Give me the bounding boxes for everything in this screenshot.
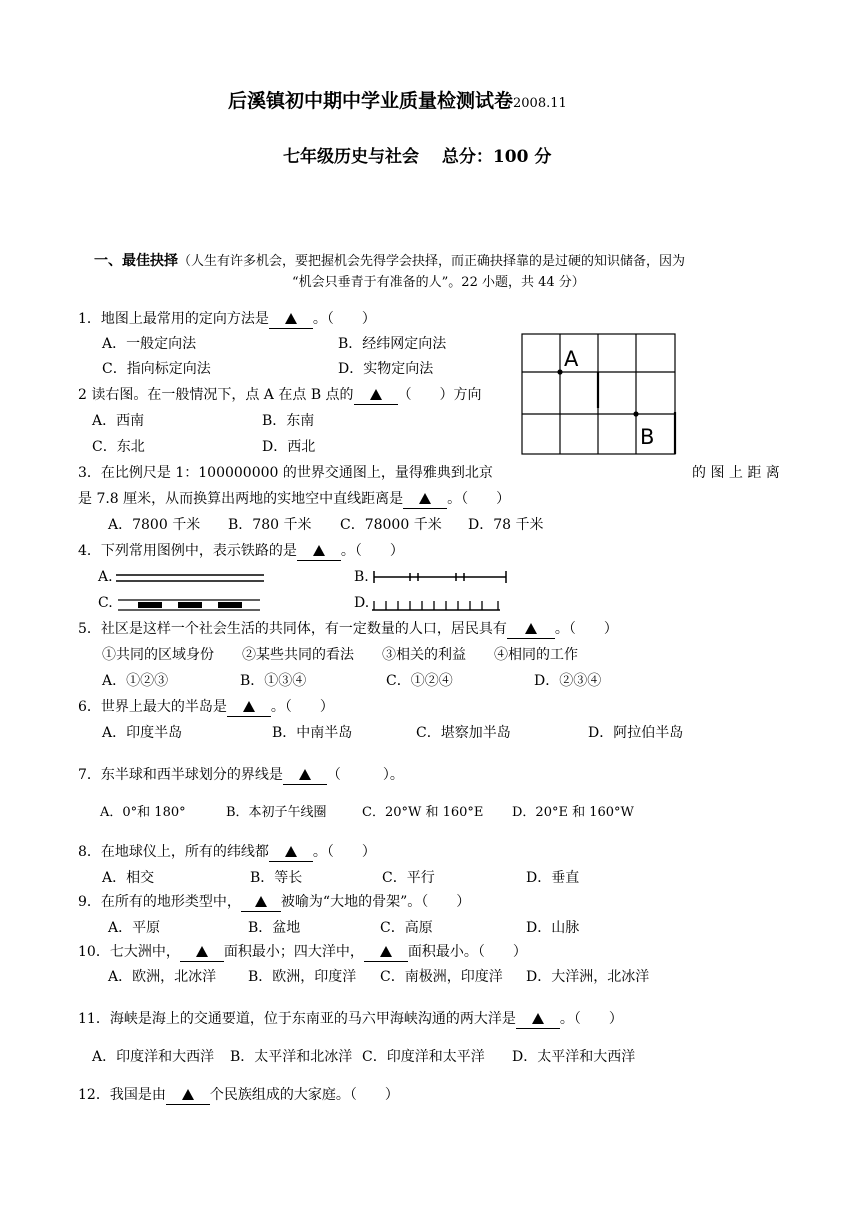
triangle-icon xyxy=(285,846,297,857)
answer-blank xyxy=(180,943,224,962)
q10-mid: 面积最小；四大洋中， xyxy=(223,944,364,960)
q10-text: 10．七大洲中， xyxy=(78,944,180,960)
q1-option-c: C．指向标定向法 xyxy=(102,361,211,377)
q12-rest: 个民族组成的大家庭。（ ） xyxy=(209,1087,399,1103)
q5-option-b: B．①③④ xyxy=(240,673,307,689)
q1-option-a: A．一般定向法 xyxy=(102,336,197,352)
railway-symbol xyxy=(118,598,263,612)
q10-option-b: B．欧洲，印度洋 xyxy=(248,969,357,985)
q3-option-d: D．78 千米 xyxy=(468,517,544,533)
q2-paren: （ ）方向 xyxy=(397,387,482,403)
q7-option-d: D．20°E 和 160°W xyxy=(512,805,634,820)
q4-option-a-label: A. xyxy=(98,569,113,585)
q6-text: 6．世界上最大的半岛是 xyxy=(78,699,227,715)
triangle-icon xyxy=(370,389,382,400)
q12-text: 12．我国是由 xyxy=(78,1087,166,1103)
answer-blank xyxy=(166,1086,210,1105)
q11-option-d: D．太平洋和大西洋 xyxy=(512,1049,636,1065)
answer-blank xyxy=(507,620,555,639)
answer-blank xyxy=(269,843,313,862)
q4-option-c-label: C. xyxy=(98,595,113,611)
road-symbol-with-ticks xyxy=(372,569,510,585)
q5-option-d: D．②③④ xyxy=(534,673,602,689)
q5-text: 5．社区是这样一个社会生活的共同体，有一定数量的人口，居民具有 xyxy=(78,621,507,637)
q2-option-d: D．西北 xyxy=(262,439,316,455)
q9-text: 9．在所有的地形类型中， xyxy=(78,894,241,910)
q1-paren: 。（ ） xyxy=(312,311,376,327)
q8-option-d: D．垂直 xyxy=(526,870,580,886)
answer-blank xyxy=(227,698,271,717)
point-b-dot xyxy=(633,411,638,416)
double-line-symbol xyxy=(116,572,266,584)
q9-option-a: A．平原 xyxy=(108,920,161,936)
q4-paren: 。（ ） xyxy=(340,543,404,559)
question-12 xyxy=(78,1086,399,1105)
q5-option-a: A．①②③ xyxy=(102,673,169,689)
answer-blank xyxy=(403,490,447,509)
direction-grid-figure xyxy=(520,332,678,458)
triangle-icon xyxy=(299,769,311,780)
q7-text: 7．东半球和西半球划分的界线是 xyxy=(78,767,283,783)
q7-option-c: C．20°W 和 160°E xyxy=(362,805,484,820)
answer-blank xyxy=(283,766,327,785)
triangle-icon xyxy=(243,701,255,712)
exam-title-text: 后溪镇初中期中学业质量检测试卷 xyxy=(228,90,514,112)
triangle-icon xyxy=(532,1013,544,1024)
question-9 xyxy=(78,893,470,912)
q5-items: ①共同的区域身份 ②某些共同的看法 ③相关的利益 ④相同的工作 xyxy=(102,647,578,663)
section-desc-1: （人生有许多机会，要把握机会先得学会抉择，而正确抉择靠的是过硬的知识储备，因为 xyxy=(178,254,686,269)
q11-option-b: B．太平洋和北冰洋 xyxy=(230,1049,353,1065)
q2-option-a: A．西南 xyxy=(92,413,145,429)
exam-title xyxy=(228,92,567,113)
q3-option-a: A．7800 千米 xyxy=(108,517,201,533)
q7-option-b: B．本初子午线圈 xyxy=(226,805,327,820)
section-heading xyxy=(94,252,685,271)
q8-paren: 。（ ） xyxy=(312,844,376,860)
triangle-icon xyxy=(380,946,392,957)
q8-option-a: A．相交 xyxy=(102,870,155,886)
point-b-label: B xyxy=(640,425,655,449)
triangle-icon xyxy=(419,493,431,504)
triangle-icon xyxy=(525,623,537,634)
q7-paren: （ ）。 xyxy=(326,767,404,783)
point-a-label: A xyxy=(564,347,579,371)
q5-option-c: C．①②④ xyxy=(386,673,453,689)
q10-option-c: C．南极洲，印度洋 xyxy=(380,969,503,985)
answer-blank xyxy=(516,1010,560,1029)
q3-option-c: C．78000 千米 xyxy=(340,517,442,533)
q6-option-d: D．阿拉伯半岛 xyxy=(588,725,684,741)
q3-option-b: B．780 千米 xyxy=(228,517,312,533)
q1-text: 1．地图上最常用的定向方法是 xyxy=(78,311,269,327)
q11-option-c: C．印度洋和太平洋 xyxy=(362,1049,485,1065)
q9-option-c: C．高原 xyxy=(380,920,433,936)
q11-option-a: A．印度洋和大西洋 xyxy=(92,1049,215,1065)
q4-option-d-label: D. xyxy=(354,595,370,611)
answer-blank xyxy=(354,386,398,405)
q3-line-1-right: 的 图 上 距 离 xyxy=(692,465,780,481)
question-11 xyxy=(78,1010,623,1029)
section-title: 一、最佳抉择 xyxy=(94,253,178,269)
q11-text: 11．海峡是海上的交通要道，位于东南亚的马六甲海峡沟通的两大洋是 xyxy=(78,1011,516,1027)
q6-paren: 。（ ） xyxy=(270,699,334,715)
q9-rest: 被喻为“大地的骨架”。（ ） xyxy=(280,894,471,910)
answer-blank xyxy=(297,542,341,561)
q9-option-d: D．山脉 xyxy=(526,920,580,936)
q6-option-c: C．堪察加半岛 xyxy=(416,725,511,741)
q8-option-c: C．平行 xyxy=(382,870,435,886)
q3-text: 是 7.8 厘米，从而换算出两地的实地空中直线距离是 xyxy=(78,491,404,507)
q10-option-d: D．大洋洲，北冰洋 xyxy=(526,969,650,985)
triangle-icon xyxy=(285,313,297,324)
q8-text: 8．在地球仪上，所有的纬线都 xyxy=(78,844,269,860)
section-desc-2: “机会只垂青于有准备的人”。22 小题，共 44 分） xyxy=(292,275,585,290)
triangle-icon xyxy=(196,946,208,957)
question-5 xyxy=(78,620,618,639)
q2-option-b: B．东南 xyxy=(262,413,315,429)
q1-option-b: B．经纬网定向法 xyxy=(338,336,447,352)
q3-paren: 。（ ） xyxy=(447,491,511,507)
q2-text: 2 读右图。在一般情况下，点 A 在点 B 点的 xyxy=(78,387,354,403)
question-1 xyxy=(78,310,376,329)
comb-symbol xyxy=(372,598,504,612)
answer-blank xyxy=(241,893,281,912)
question-2 xyxy=(78,386,482,405)
question-7 xyxy=(78,766,404,785)
q2-option-c: C．东北 xyxy=(92,439,145,455)
q3-line-1: 3．在比例尺是 1：100000000 的世界交通图上，量得雅典到北京 xyxy=(78,465,493,481)
q6-option-b: B．中南半岛 xyxy=(272,725,353,741)
q5-paren: 。（ ） xyxy=(554,621,618,637)
q9-option-b: B．盆地 xyxy=(248,920,301,936)
q10-paren: 面积最小。（ ） xyxy=(407,944,527,960)
question-6 xyxy=(78,698,334,717)
q4-text: 4．下列常用图例中，表示铁路的是 xyxy=(78,543,297,559)
q6-option-a: A．印度半岛 xyxy=(102,725,183,741)
question-10 xyxy=(78,943,527,962)
answer-blank xyxy=(269,310,313,329)
q11-paren: 。（ ） xyxy=(559,1011,623,1027)
answer-blank-2 xyxy=(364,943,408,962)
q10-option-a: A．欧洲，北冰洋 xyxy=(108,969,217,985)
triangle-icon xyxy=(255,896,267,907)
question-3 xyxy=(78,490,510,509)
q4-option-b-label: B. xyxy=(354,569,369,585)
question-4 xyxy=(78,542,404,561)
point-a-dot xyxy=(557,369,562,374)
triangle-icon xyxy=(182,1089,194,1100)
q8-option-b: B．等长 xyxy=(250,870,303,886)
exam-subtitle: 七年级历史与社会 总分：100 分 xyxy=(283,147,552,167)
q7-option-a: A．0°和 180° xyxy=(100,805,186,820)
q1-option-d: D．实物定向法 xyxy=(338,361,434,377)
exam-date: 2008.11 xyxy=(513,96,567,111)
triangle-icon xyxy=(313,545,325,556)
question-8 xyxy=(78,843,376,862)
